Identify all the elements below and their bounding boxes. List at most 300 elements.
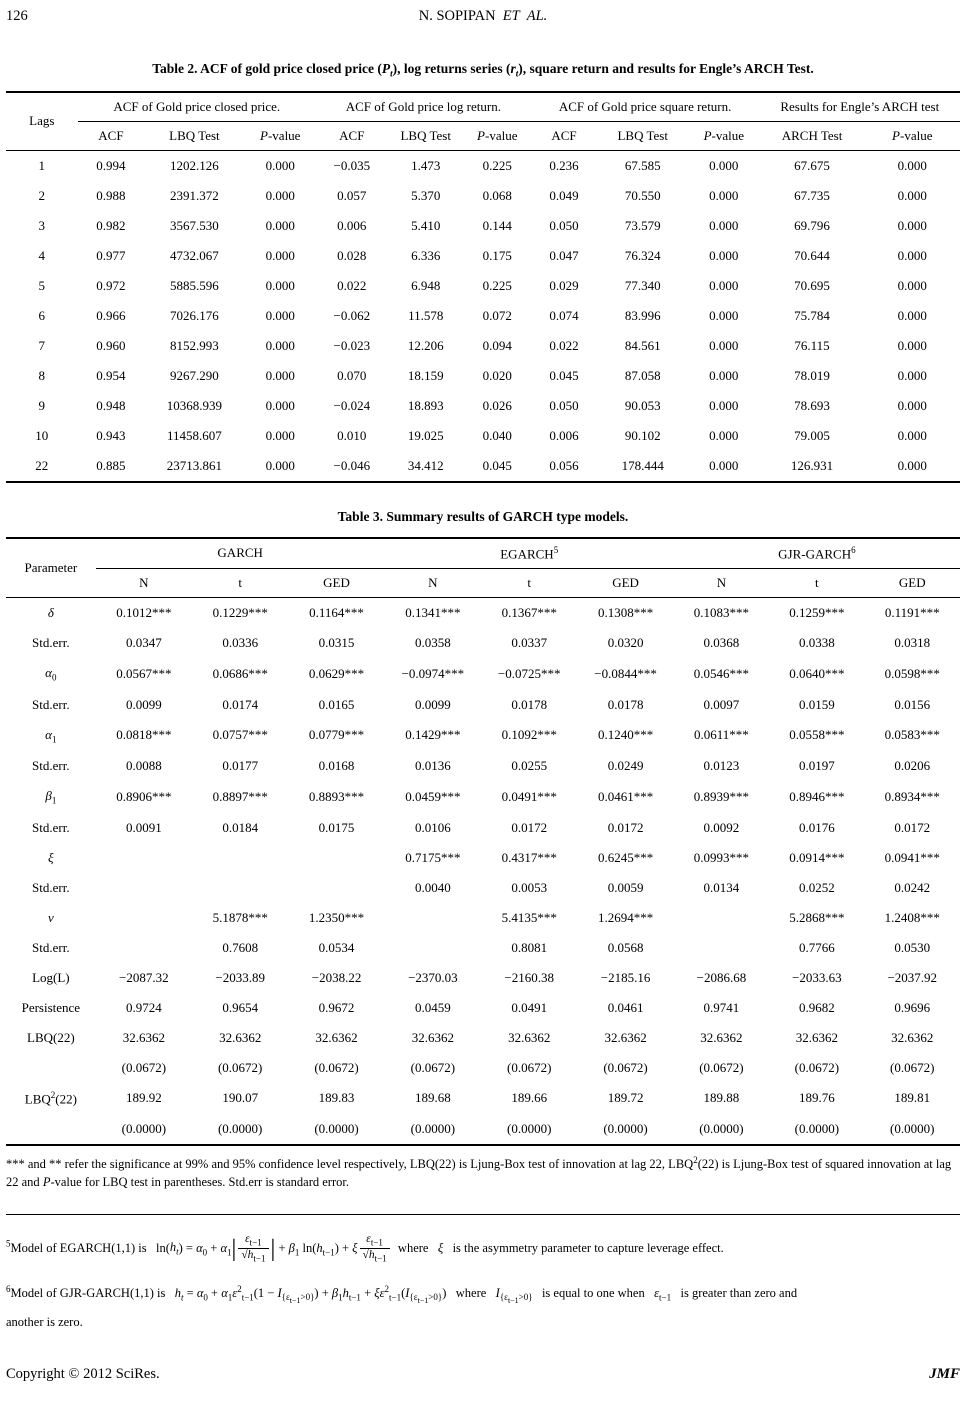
table-row <box>6 1083 960 1114</box>
table-cell: 0.7608 <box>222 939 259 955</box>
table2-col-acf-1: ACF <box>78 121 145 150</box>
table-cell: 0.0242 <box>894 879 931 895</box>
table-cell: 0.045 <box>549 367 579 383</box>
table-cell: 0.047 <box>549 247 579 263</box>
table-cell: (0.0000) <box>314 1121 359 1137</box>
table-cell: 5.370 <box>411 187 441 203</box>
table-cell: 126.931 <box>790 457 834 473</box>
table-row <box>6 963 960 993</box>
table-cell: 0.000 <box>897 307 927 323</box>
table-cell <box>96 843 192 873</box>
table-cell: 0.8906*** <box>116 789 172 804</box>
table2 <box>6 91 960 483</box>
table3-col-ged-1: GED <box>288 569 384 598</box>
table-cell: 0.0172 <box>894 819 931 835</box>
table-cell <box>96 903 192 933</box>
table-cell: 0.1012*** <box>116 605 172 621</box>
footnote-egarch: $^5$Model of EGARCH(1,1) is $\ln(h_t) = \alpha_0 + \alpha_1|$ $\frac{\varepsilon_{t-1}}{√h_{t-1}}$ | + $\beta_1$ $\ln(h_{t-1}) + \xi$ $\frac{\varepsilon_{t-1}}{√h_{t-1}}$ where ξ is the asymmetry parameter to capture leverage effect. <box>6 1233 724 1264</box>
table-cell: 0.0197 <box>798 758 835 774</box>
table-cell: 0.006 <box>337 217 367 233</box>
table-cell: 0.0168 <box>318 758 355 774</box>
table-cell: 0.000 <box>265 457 295 473</box>
table-cell: 0.0368 <box>703 635 740 651</box>
table-cell: 0.049 <box>549 187 579 203</box>
table-cell: 0.0156 <box>894 696 931 712</box>
table-cell: 0.000 <box>265 307 295 323</box>
table-cell: 0.000 <box>265 157 295 173</box>
table-cell: −0.0844*** <box>594 665 657 681</box>
table-cell: 0.0159 <box>798 696 835 712</box>
table-cell: −2087.32 <box>119 969 169 985</box>
table-cell: 0.000 <box>709 217 739 233</box>
table-cell: 23713.861 <box>166 457 223 473</box>
row-label-cell: ν <box>47 909 54 925</box>
table-cell: 79.005 <box>794 427 830 443</box>
table-cell: 0.0178 <box>511 696 548 712</box>
table-cell: 90.053 <box>624 397 661 413</box>
table2-col-acf-3: ACF <box>531 121 598 150</box>
table-cell: 87.058 <box>624 367 661 383</box>
table3-col-n-2: N <box>385 569 481 598</box>
table-cell: 0.0175 <box>318 819 355 835</box>
table2-col-lbq-3: LBQ Test <box>597 121 688 150</box>
table2-col-pvalue-4: P-value <box>865 121 960 150</box>
table-cell: 0.982 <box>96 217 126 233</box>
table-cell: 0.000 <box>897 427 927 443</box>
table-cell: 0.9672 <box>318 999 355 1015</box>
table-cell: 0.144 <box>482 217 512 233</box>
row-label-cell: 22 <box>35 457 49 473</box>
table3-sub-header-row <box>6 569 960 598</box>
table-cell: (0.0000) <box>699 1121 744 1137</box>
table-cell: 0.885 <box>96 457 126 473</box>
table-cell: 0.000 <box>709 187 739 203</box>
table-cell: 0.0546*** <box>693 665 750 681</box>
table-cell: 67.675 <box>794 157 830 173</box>
table-cell: 0.175 <box>482 247 512 263</box>
row-label-cell <box>6 1053 96 1083</box>
table-cell: 0.057 <box>337 187 367 203</box>
table-cell: 0.9741 <box>703 999 740 1015</box>
table-cell: 1202.126 <box>170 157 219 173</box>
table-cell: 0.000 <box>265 187 295 203</box>
table-cell: 0.0629*** <box>308 665 365 681</box>
table-cell: 5885.596 <box>170 277 219 293</box>
table-cell: 0.000 <box>265 337 295 353</box>
row-label-cell: Persistence <box>21 999 81 1015</box>
table-cell: 0.000 <box>897 187 927 203</box>
table-cell: 0.0136 <box>415 758 451 774</box>
table-cell: 0.006 <box>549 427 579 443</box>
table-cell: 0.000 <box>897 247 927 263</box>
table-cell: 0.000 <box>897 337 927 353</box>
table-cell: 0.050 <box>549 397 579 413</box>
table-cell: 189.72 <box>607 1090 644 1106</box>
table-cell: 78.019 <box>794 367 830 383</box>
table-cell: 0.0558*** <box>789 727 845 743</box>
table-row <box>6 933 960 963</box>
table-cell: 73.579 <box>624 217 661 233</box>
table-cell: −0.035 <box>333 157 371 173</box>
table-cell: 32.6362 <box>315 1029 358 1045</box>
table-cell: 0.954 <box>96 367 126 383</box>
table-cell: 189.68 <box>415 1090 451 1106</box>
table-cell: 32.6362 <box>411 1029 454 1045</box>
table-cell: 19.025 <box>407 427 444 443</box>
table-cell: 0.0567*** <box>116 665 172 681</box>
table-row <box>6 181 960 211</box>
table-cell: 0.000 <box>709 397 739 413</box>
table-cell: 32.6362 <box>508 1029 551 1045</box>
table3-group-gjr-garch: GJR-GARCH$^6$ <box>674 538 960 569</box>
table-cell: −2038.22 <box>311 969 362 985</box>
table-cell: 0.000 <box>709 427 739 443</box>
table-cell: 0.7175*** <box>405 849 461 865</box>
table-cell: 0.0568 <box>607 939 644 955</box>
table-cell: (0.0672) <box>794 1059 840 1075</box>
table-cell: 0.0459 <box>415 999 451 1015</box>
table-row <box>6 421 960 451</box>
table-cell: 70.550 <box>624 187 661 203</box>
table-cell: 70.644 <box>794 247 830 263</box>
table-cell: 0.0249 <box>607 758 644 774</box>
table-cell: (0.0672) <box>121 1059 167 1075</box>
table-cell: 0.1191*** <box>884 605 940 621</box>
table-cell: 189.83 <box>318 1090 355 1106</box>
table-cell: 0.074 <box>549 307 579 323</box>
table-cell: 0.9654 <box>222 999 259 1015</box>
row-label-cell: Std.err. <box>32 879 70 895</box>
table-cell: 0.0459*** <box>405 789 461 804</box>
table-cell: 189.88 <box>703 1090 740 1106</box>
table-cell: (0.0672) <box>890 1059 935 1075</box>
table-cell <box>192 873 288 903</box>
table-row <box>6 1114 960 1145</box>
table-cell: 12.206 <box>407 337 444 353</box>
table-cell: 178.444 <box>621 457 664 473</box>
table-cell: 0.1164*** <box>309 605 364 621</box>
table-cell: 67.585 <box>624 157 661 173</box>
table-cell: 0.0165 <box>318 696 355 712</box>
running-head-authors: N. SOPIPAN ET AL. <box>418 8 548 24</box>
table-cell: 5.4135*** <box>501 909 557 925</box>
page-footer <box>6 1366 960 1383</box>
table-cell: 0.977 <box>96 247 126 263</box>
table-cell: 0.0338 <box>798 635 835 651</box>
table-cell: (0.0000) <box>507 1121 552 1137</box>
table2-group-square-return: ACF of Gold price square return. <box>531 92 760 122</box>
table-cell: 0.000 <box>897 217 927 233</box>
table-cell: −2037.92 <box>887 969 938 985</box>
table2-col-arch-test: ARCH Test <box>760 121 865 150</box>
table-cell: 0.0315 <box>318 635 355 651</box>
table-cell: 0.094 <box>482 337 512 353</box>
running-head <box>6 8 960 25</box>
table-cell: 32.6362 <box>795 1029 838 1045</box>
table-row <box>6 628 960 658</box>
table-cell: 0.7766 <box>798 939 835 955</box>
table-cell: 0.0757*** <box>212 727 268 743</box>
table2-group-closed-price: ACF of Gold price closed price. <box>78 92 316 122</box>
table-cell: 0.0088 <box>125 758 162 774</box>
table-cell: 34.412 <box>407 457 444 473</box>
table-cell: (0.0672) <box>507 1059 552 1075</box>
table-cell: 90.102 <box>624 427 661 443</box>
footnote-gjr-garch: $^6$Model of GJR-GARCH(1,1) is $h_t = \alpha_0 + \alpha_1\varepsilon^2_{t-1}(1 - I_{\{\varepsilon_{t-1}>0\}}) + \beta_1h_{t-1} + \xi\varepsilon^2_{t-1}(I_{\{\varepsilon_{t-1}>0\}})$ where $I_{\{\varepsilon_{t-1}>0\}}$ is equal to one when $\varepsilon_{t-1}$ is greater than zero and <box>6 1283 798 1305</box>
table-cell: 0.0611*** <box>694 727 749 743</box>
table-cell: 0.0092 <box>703 819 740 835</box>
row-label-cell: $\alpha_1$ <box>45 726 57 745</box>
table-cell: 0.9696 <box>894 999 931 1015</box>
table-cell: 0.1259*** <box>789 605 845 621</box>
row-label-cell: $\beta_1$ <box>45 788 57 806</box>
table-cell: 0.0461 <box>607 999 644 1015</box>
table2-group-arch-test: Results for Engle’s ARCH test <box>760 92 960 122</box>
table-cell: 0.0336 <box>222 635 259 651</box>
table2-body <box>6 150 960 482</box>
table2-sub-header-row <box>6 121 960 150</box>
table-cell: 7026.176 <box>170 307 219 323</box>
table3-group-egarch: EGARCH$^5$ <box>385 538 674 569</box>
table-cell: 32.6362 <box>122 1029 165 1045</box>
table-cell: 0.225 <box>482 157 512 173</box>
table-cell: 0.0177 <box>222 758 259 774</box>
table-cell: 0.026 <box>482 397 512 413</box>
table-cell: 0.8081 <box>511 939 548 955</box>
table-cell <box>674 933 769 963</box>
table-cell: 0.4317*** <box>501 849 557 865</box>
table2-header <box>6 92 960 151</box>
table-cell: (0.0000) <box>603 1121 648 1137</box>
table3-stub-header: Parameter <box>6 538 96 598</box>
table-cell: 0.0941*** <box>884 849 940 865</box>
table-cell: (0.0672) <box>314 1059 359 1075</box>
table-cell: (0.0672) <box>699 1059 744 1075</box>
table3-col-n-1: N <box>96 569 192 598</box>
table-cell: 0.0176 <box>798 819 835 835</box>
table-cell: 6.336 <box>411 247 441 263</box>
table-cell: 0.0358 <box>415 635 451 651</box>
table-cell: 0.960 <box>96 337 126 353</box>
table-cell: 76.324 <box>624 247 661 263</box>
table-cell: 0.0583*** <box>884 727 940 743</box>
table3-group-garch: GARCH <box>96 538 385 569</box>
table-row <box>6 1023 960 1053</box>
table-cell: 2391.372 <box>170 187 219 203</box>
table-cell: 0.0818*** <box>116 727 172 743</box>
table-row <box>6 781 960 813</box>
table-cell: 0.0178 <box>607 696 644 712</box>
table-cell: 5.410 <box>411 217 441 233</box>
table-cell: 0.0534 <box>318 939 355 955</box>
row-label-cell: 5 <box>38 277 46 293</box>
table-cell: 11.578 <box>408 307 444 323</box>
table-cell: 0.1092*** <box>501 727 557 743</box>
table2-group-log-return: ACF of Gold price log return. <box>316 92 531 122</box>
table-cell: 189.66 <box>511 1090 548 1106</box>
row-label-cell: 1 <box>38 157 46 173</box>
table-cell: −0.023 <box>333 337 371 353</box>
table3-col-n-3: N <box>674 569 769 598</box>
table3-group-header-row <box>6 538 960 569</box>
table-cell: 0.000 <box>709 157 739 173</box>
table-cell: 0.0252 <box>798 879 835 895</box>
table-cell: 0.000 <box>897 457 927 473</box>
table-cell: 0.068 <box>482 187 512 203</box>
table-cell: 32.6362 <box>219 1029 262 1045</box>
table-row <box>6 993 960 1023</box>
table-row <box>6 211 960 241</box>
table2-col-pvalue-2: P-value <box>464 121 531 150</box>
row-label-cell: Std.err. <box>32 939 70 955</box>
table-cell: 0.000 <box>897 157 927 173</box>
table-cell: 0.022 <box>337 277 367 293</box>
table2-stub-header: Lags <box>6 92 78 151</box>
table-cell: −2033.63 <box>792 969 842 985</box>
table-cell: 0.000 <box>265 277 295 293</box>
table-cell <box>192 843 288 873</box>
table-cell: 1.2350*** <box>308 909 365 925</box>
table-cell: 0.0172 <box>511 819 548 835</box>
table-cell: 8152.993 <box>170 337 219 353</box>
table-cell: 0.000 <box>265 217 295 233</box>
table-row <box>6 391 960 421</box>
table-cell: 1.473 <box>411 157 441 173</box>
table-cell: 0.000 <box>897 397 927 413</box>
table-cell: 0.6245*** <box>597 849 654 865</box>
table-row <box>6 658 960 690</box>
table-cell: 11458.607 <box>167 427 222 443</box>
table-row <box>6 150 960 181</box>
table-cell: 0.994 <box>96 157 126 173</box>
table-cell: 0.000 <box>709 247 739 263</box>
table-cell: 0.0053 <box>511 879 548 895</box>
table-cell: 0.072 <box>482 307 512 323</box>
table-cell: 83.996 <box>624 307 661 323</box>
table-cell: 0.000 <box>897 277 927 293</box>
table-cell: 0.0134 <box>703 879 740 895</box>
table-row <box>6 1053 960 1083</box>
table-cell: 0.022 <box>549 337 579 353</box>
table-cell: 3567.530 <box>170 217 219 233</box>
table3-body <box>6 598 960 1146</box>
table2-col-pvalue-1: P-value <box>244 121 316 150</box>
table-cell: 0.0337 <box>511 635 548 651</box>
table-cell: −2185.16 <box>600 969 651 985</box>
footnote-gjr-garch-continuation: another is zero. <box>6 1314 83 1329</box>
table-cell: 0.000 <box>709 337 739 353</box>
table-cell: 18.159 <box>407 367 444 383</box>
row-label-cell: $\alpha_0$ <box>45 665 57 683</box>
table-cell: 0.8893*** <box>308 789 365 804</box>
table-cell: 0.943 <box>96 427 126 443</box>
table-row <box>6 813 960 843</box>
table-cell: 0.225 <box>482 277 512 293</box>
table3-header <box>6 538 960 598</box>
table-cell: 0.9724 <box>125 999 162 1015</box>
row-label-cell: 7 <box>38 337 46 353</box>
table-row <box>6 873 960 903</box>
table-cell: 0.0172 <box>607 819 644 835</box>
table-cell <box>288 873 384 903</box>
table-cell: 0.0040 <box>415 879 451 895</box>
table-cell: 4732.067 <box>170 247 219 263</box>
table-cell: 0.0206 <box>894 758 931 774</box>
table-cell: −2086.68 <box>696 969 747 985</box>
table-cell: 0.0640*** <box>789 665 845 681</box>
table-cell: (0.0000) <box>121 1121 167 1137</box>
table3-col-t-1: t <box>192 569 288 598</box>
table-cell: (0.0000) <box>410 1121 456 1137</box>
table-cell: (0.0672) <box>217 1059 263 1075</box>
table-cell: 0.0993*** <box>693 849 750 865</box>
table-row <box>6 690 960 720</box>
journal-abbreviation: JMF <box>929 1365 960 1382</box>
table-cell: 189.81 <box>894 1090 931 1106</box>
table-cell: 0.0097 <box>703 696 740 712</box>
table-cell: 0.0347 <box>125 635 162 651</box>
table-cell: 0.1308*** <box>597 605 654 621</box>
table-cell: 0.0184 <box>222 819 259 835</box>
table-row <box>6 751 960 781</box>
row-label-cell: 2 <box>38 187 46 203</box>
table-cell: 0.8946*** <box>789 789 845 804</box>
table-cell: 0.8897*** <box>212 789 268 804</box>
table-cell: 70.695 <box>794 277 830 293</box>
row-label-cell: Std.err. <box>32 696 70 712</box>
table-row <box>6 271 960 301</box>
table-row <box>6 361 960 391</box>
table-cell: 0.1229*** <box>212 605 268 621</box>
table-row <box>6 598 960 629</box>
table-cell: 0.0318 <box>894 635 931 651</box>
table-cell: 0.0530 <box>894 939 931 955</box>
table-cell: 0.056 <box>549 457 579 473</box>
table-cell: −0.046 <box>333 457 371 473</box>
table-cell: 0.0320 <box>607 635 644 651</box>
table-cell: 69.796 <box>794 217 830 233</box>
table-cell: 0.000 <box>709 277 739 293</box>
row-label-cell: 8 <box>38 367 46 383</box>
table-cell: 5.2868*** <box>789 909 845 925</box>
row-label-cell: Log(L) <box>32 969 70 985</box>
row-label-cell: δ <box>47 605 54 621</box>
table-row <box>6 451 960 482</box>
page-number: 126 <box>6 8 28 24</box>
table-cell: 9267.290 <box>170 367 219 383</box>
table-cell: 0.1240*** <box>597 727 654 743</box>
table-cell: (0.0000) <box>217 1121 263 1137</box>
table-cell: 76.115 <box>794 337 830 353</box>
table-cell: −2370.03 <box>408 969 458 985</box>
footnote-separator <box>6 1214 960 1215</box>
table-cell: 0.0059 <box>607 879 644 895</box>
table3-col-ged-3: GED <box>865 569 960 598</box>
table2-group-header-row <box>6 92 960 122</box>
table3-significance-note: *** and ** refer the significance at 99% and 95% confidence level respectively, LBQ(22) is Ljung-Box test of innovation at lag 22, LBQ$^2$(22) is Ljung-Box test of squared innovation at lag 22 and P-value for LBQ test in parentheses. Std.err is standard error. <box>6 1155 952 1190</box>
table-cell: 0.0461*** <box>597 789 654 804</box>
table-cell: (0.0672) <box>410 1059 456 1075</box>
table-cell: 75.784 <box>794 307 830 323</box>
table-cell: 32.6362 <box>891 1029 934 1045</box>
row-label-cell <box>6 1114 96 1145</box>
table-cell: 190.07 <box>222 1090 259 1106</box>
table-cell: 0.0779*** <box>308 727 365 743</box>
table2-col-pvalue-3: P-value <box>688 121 760 150</box>
table-cell: 0.9682 <box>798 999 835 1015</box>
table-cell: 67.735 <box>794 187 830 203</box>
table-cell: 0.045 <box>482 457 512 473</box>
